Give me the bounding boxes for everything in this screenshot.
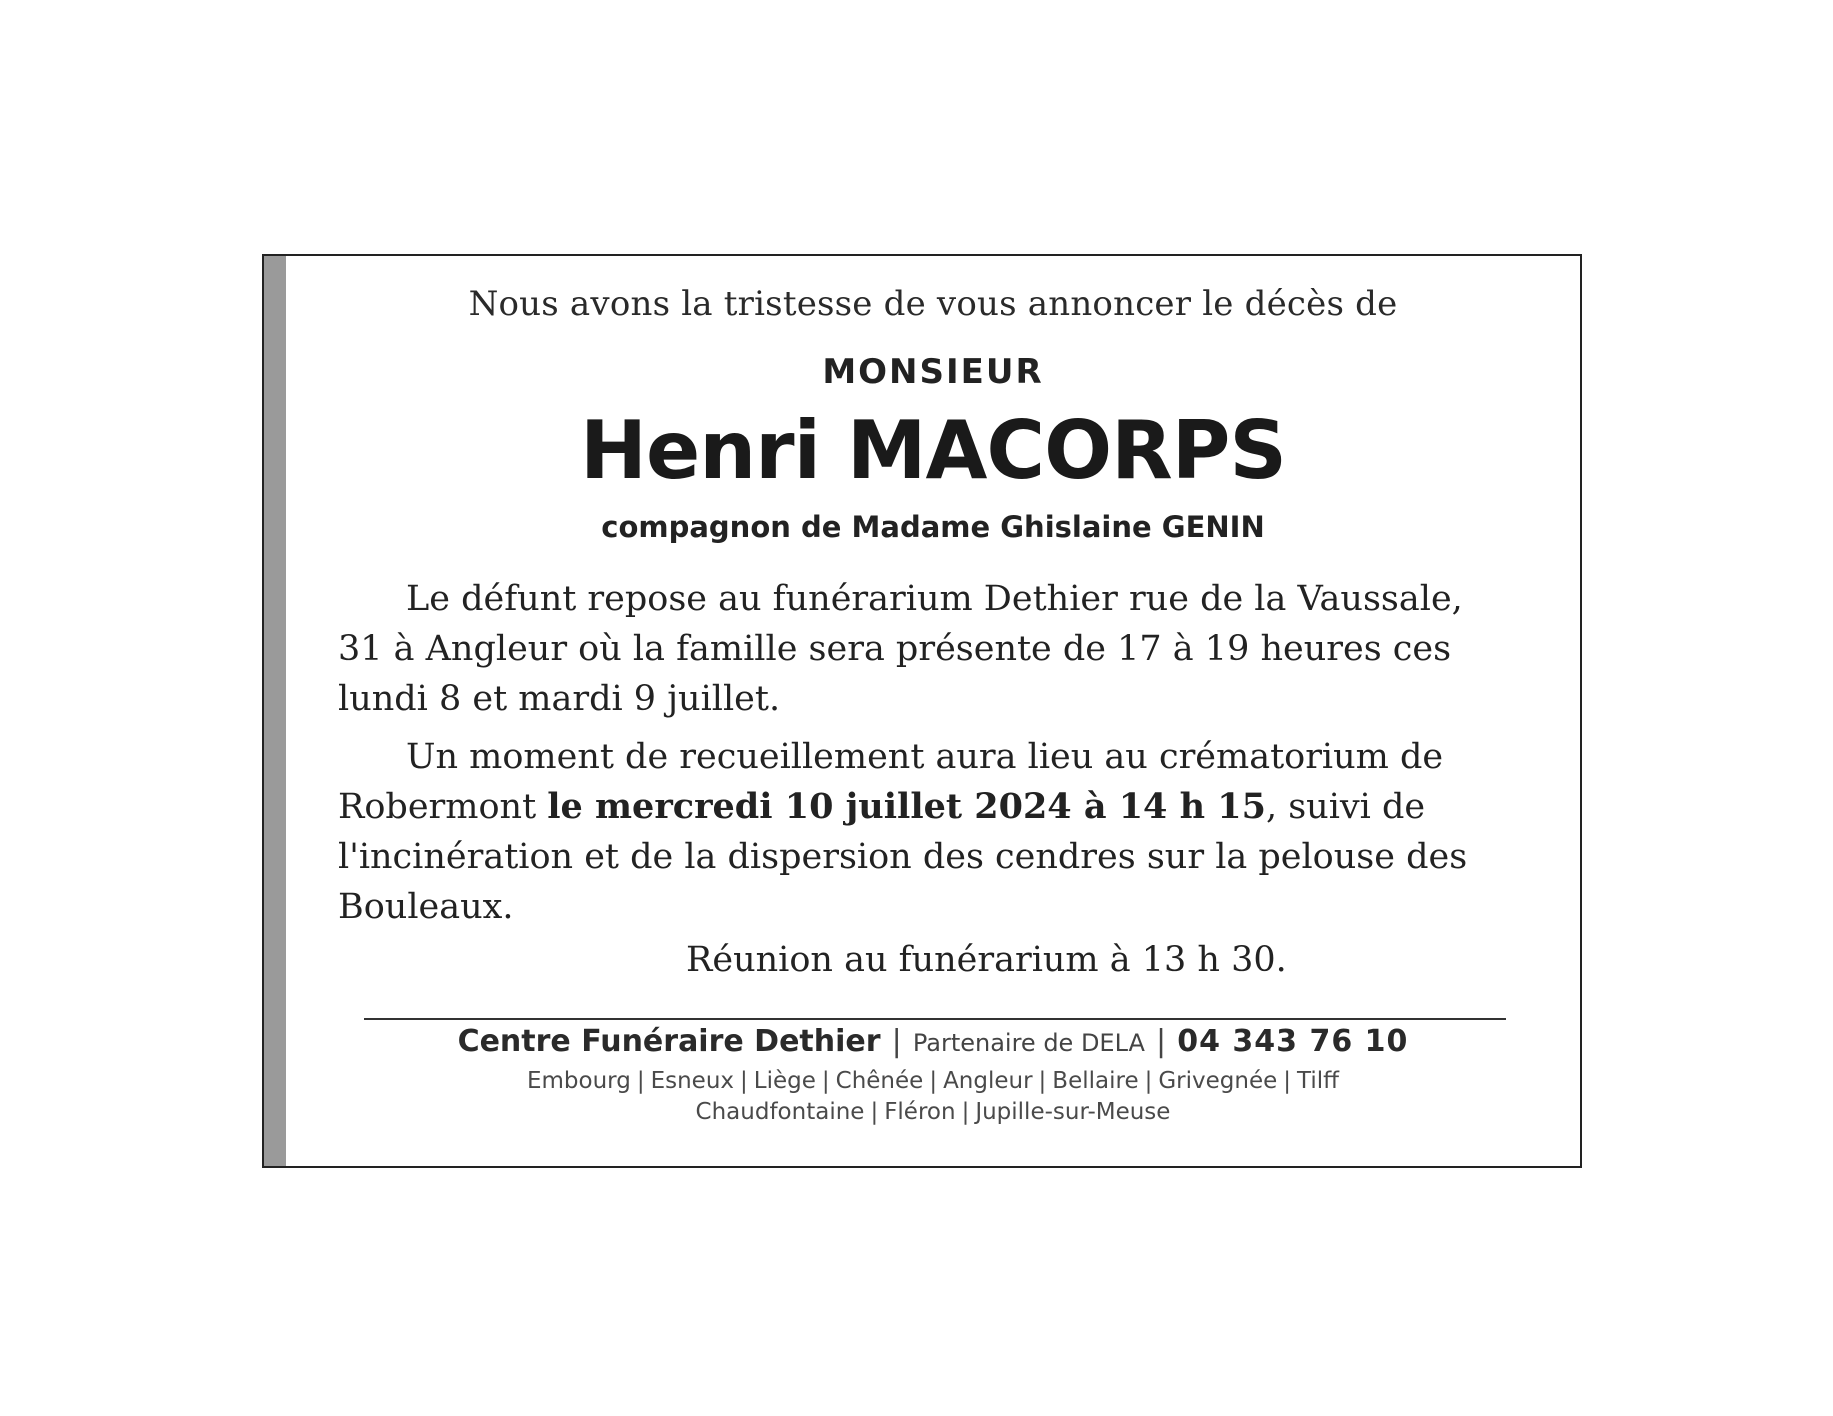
- relation-text: compagnon de Madame Ghislaine GENIN: [601, 510, 1265, 544]
- footer-separator: |: [1156, 1024, 1167, 1059]
- side-accent-bar: [264, 256, 286, 1166]
- location-separator: |: [1038, 1068, 1047, 1094]
- company-name: Centre Funéraire Dethier: [457, 1024, 881, 1059]
- phone-number: 04 343 76 10: [1177, 1024, 1409, 1059]
- footer-divider: [364, 1018, 1506, 1020]
- locations-row-2: [286, 1099, 1580, 1125]
- location-separator: |: [929, 1068, 938, 1094]
- ceremony-text-before: Un moment de recueillement aura lieu au crématorium de Robermont: [338, 737, 1444, 827]
- location-separator: |: [821, 1068, 830, 1094]
- location-name: Esneux: [650, 1068, 735, 1094]
- location-name: Fléron: [884, 1099, 956, 1125]
- location-separator: |: [740, 1068, 748, 1094]
- location-name: Embourg: [527, 1068, 631, 1094]
- obituary-notice: [262, 254, 1582, 1168]
- location-separator: |: [636, 1068, 645, 1094]
- footer-company-line: [286, 1024, 1580, 1059]
- location-name: Angleur: [943, 1068, 1033, 1094]
- deceased-name: Henri MACORPS: [580, 404, 1286, 497]
- partner-text: Partenaire de DELA: [912, 1029, 1145, 1057]
- notice-content: [286, 256, 1580, 1166]
- location-separator: |: [1144, 1068, 1153, 1094]
- honorific: MONSIEUR: [822, 352, 1044, 392]
- paragraph-ceremony-text: [338, 732, 1518, 932]
- location-name: Bellaire: [1052, 1068, 1139, 1094]
- paragraph-ceremony: [338, 732, 1518, 932]
- location-name: Chaudfontaine: [695, 1099, 865, 1125]
- location-name: Grivegnée: [1158, 1068, 1278, 1094]
- location-separator: |: [870, 1099, 879, 1125]
- location-name: Jupille-sur-Meuse: [975, 1099, 1171, 1125]
- intro-text: Nous avons la tristesse de vous annoncer le décès de: [468, 284, 1398, 324]
- location-separator: |: [1283, 1068, 1292, 1094]
- ceremony-date-time: le mercredi 10 juillet 2024 à 14 h 15: [547, 786, 1266, 827]
- location-name: Tilff: [1297, 1068, 1339, 1094]
- location-separator: |: [961, 1099, 970, 1125]
- ceremony-text-after: , suivi de l'incinération et de la dispersion des cendres sur la pelouse des Bouleaux.: [338, 787, 1468, 927]
- location-name: Liège: [753, 1068, 816, 1094]
- paragraph-viewing-text: Le défunt repose au funérarium Dethier rue de la Vaussale, 31 à Angleur où la famille sera présente de 17 à 19 heures ces lundi 8 et mardi 9 juillet.: [338, 579, 1463, 719]
- footer-separator: |: [891, 1024, 902, 1059]
- paragraph-viewing: [338, 574, 1518, 724]
- reunion-text: Réunion au funérarium à 13 h 30.: [686, 940, 1287, 980]
- location-name: Chênée: [835, 1068, 924, 1094]
- locations-row-1: [286, 1068, 1580, 1094]
